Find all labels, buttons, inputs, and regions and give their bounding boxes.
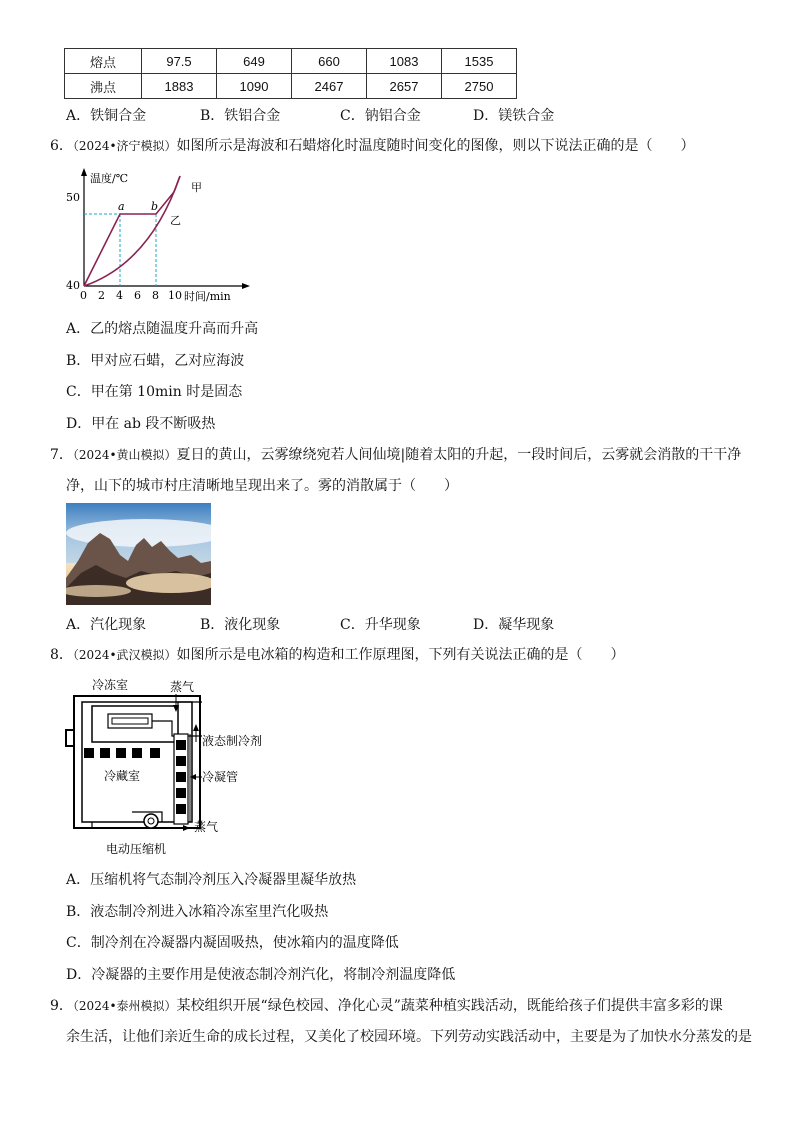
temperature-time-graph bbox=[60, 168, 250, 308]
fridge-label: 冷藏室 bbox=[104, 769, 141, 783]
question-text: 夏日的黄山，云雾缭绕宛若人间仙境|随着太阳的升起，一段时间后，云雾就会消散的干干净 bbox=[176, 447, 742, 463]
question-source: （2024•济宁模拟） bbox=[72, 139, 177, 153]
y-axis-label: 温度/℃ bbox=[90, 172, 129, 185]
option-a[interactable]: A．汽化现象 bbox=[66, 617, 147, 633]
question-6 bbox=[50, 131, 695, 161]
option-b[interactable]: B．液化现象 bbox=[200, 617, 281, 633]
option-d[interactable]: D．凝华现象 bbox=[473, 617, 555, 633]
row-label: 熔点 bbox=[65, 49, 142, 74]
option-c[interactable]: C．钠铝合金 bbox=[340, 108, 421, 124]
table-cell: 1090 bbox=[217, 74, 292, 99]
question-number: 6． bbox=[50, 138, 73, 154]
option-a[interactable]: A．压缩机将气态制冷剂压入冷凝器里凝华放热 bbox=[66, 872, 357, 888]
table-cell: 2750 bbox=[442, 74, 517, 99]
option-a[interactable]: A．乙的熔点随温度升高而升高 bbox=[66, 321, 259, 337]
option-d[interactable]: D．镁铁合金 bbox=[473, 108, 555, 124]
freezer-label: 冷冻室 bbox=[92, 678, 129, 692]
y-tick: 40 bbox=[66, 279, 80, 292]
option-c[interactable]: C．制冷剂在冷凝器内凝固吸热，使冰箱内的温度降低 bbox=[66, 935, 399, 951]
table-cell: 2467 bbox=[292, 74, 367, 99]
x-tick: 0 bbox=[80, 289, 87, 302]
question-9 bbox=[50, 991, 723, 1021]
table-cell: 97.5 bbox=[142, 49, 217, 74]
question-text: 如图所示是海波和石蜡熔化时温度随时间变化的图像，则以下说法正确的是（ ） bbox=[176, 138, 695, 154]
curve-yi-label: 乙 bbox=[170, 214, 181, 227]
question-9-continued: 余生活，让他们亲近生命的成长过程，又美化了校园环境。下列劳动实践活动中，主要是为了加快水分蒸发的是 bbox=[66, 1029, 752, 1045]
steam-bottom-label: 蒸气 bbox=[194, 820, 219, 834]
x-tick: 10 bbox=[168, 289, 182, 302]
steam-top-label: 蒸气 bbox=[170, 680, 195, 694]
option-c[interactable]: C．升华现象 bbox=[340, 617, 421, 633]
table-cell: 1083 bbox=[367, 49, 442, 74]
x-axis-label: 时间/min bbox=[184, 290, 231, 303]
question-7 bbox=[50, 440, 741, 470]
table-cell: 1535 bbox=[442, 49, 517, 74]
curve-jia-label: 甲 bbox=[191, 181, 202, 194]
x-tick: 6 bbox=[134, 289, 141, 302]
question-text: 某校组织开展“绿色校园、净化心灵”蔬菜种植实践活动，既能给孩子们提供丰富多彩的课 bbox=[176, 998, 723, 1014]
melting-boiling-table bbox=[64, 48, 517, 99]
question-source: （2024•泰州模拟） bbox=[72, 999, 177, 1013]
table-cell: 1883 bbox=[142, 74, 217, 99]
compressor-label: 电动压缩机 bbox=[106, 842, 167, 856]
question-source: （2024•武汉模拟） bbox=[72, 648, 177, 662]
x-tick: 4 bbox=[116, 289, 123, 302]
refrigerator-diagram bbox=[62, 672, 277, 862]
question-8 bbox=[50, 640, 625, 670]
question-number: 8． bbox=[50, 647, 73, 663]
option-c[interactable]: C．甲在第 10min 时是固态 bbox=[66, 384, 243, 400]
question-number: 7． bbox=[50, 447, 73, 463]
option-d[interactable]: D．冷凝器的主要作用是使液态制冷剂汽化，将制冷剂温度降低 bbox=[66, 967, 456, 983]
x-tick: 2 bbox=[98, 289, 105, 302]
question-7-continued: 净，山下的城市村庄清晰地呈现出来了。雾的消散属于（ ） bbox=[66, 478, 458, 494]
option-b[interactable]: B．铁铝合金 bbox=[200, 108, 281, 124]
huangshan-photo bbox=[66, 503, 211, 605]
option-d[interactable]: D．甲在 ab 段不断吸热 bbox=[66, 416, 216, 432]
table-cell: 2657 bbox=[367, 74, 442, 99]
table-cell: 649 bbox=[217, 49, 292, 74]
curve-yi bbox=[84, 176, 180, 286]
option-b[interactable]: B．液态制冷剂进入冰箱冷冻室里汽化吸热 bbox=[66, 904, 329, 920]
option-a[interactable]: A．铁铜合金 bbox=[66, 108, 147, 124]
liquid-refrigerant-label: 液态制冷剂 bbox=[202, 734, 263, 748]
curve-jia bbox=[84, 176, 180, 286]
table-row bbox=[65, 74, 517, 99]
table-row bbox=[65, 49, 517, 74]
question-source: （2024•黄山模拟） bbox=[72, 448, 177, 462]
option-b[interactable]: B．甲对应石蜡，乙对应海波 bbox=[66, 353, 245, 369]
table-cell: 660 bbox=[292, 49, 367, 74]
condenser-label: 冷凝管 bbox=[202, 770, 239, 784]
question-number: 9． bbox=[50, 998, 73, 1014]
x-tick: 8 bbox=[152, 289, 159, 302]
row-label: 沸点 bbox=[65, 74, 142, 99]
y-tick: 50 bbox=[66, 191, 80, 204]
point-a-label: a bbox=[118, 200, 125, 213]
point-b-label: b bbox=[151, 200, 159, 213]
question-text: 如图所示是电冰箱的构造和工作原理图，下列有关说法正确的是（ ） bbox=[176, 647, 625, 663]
